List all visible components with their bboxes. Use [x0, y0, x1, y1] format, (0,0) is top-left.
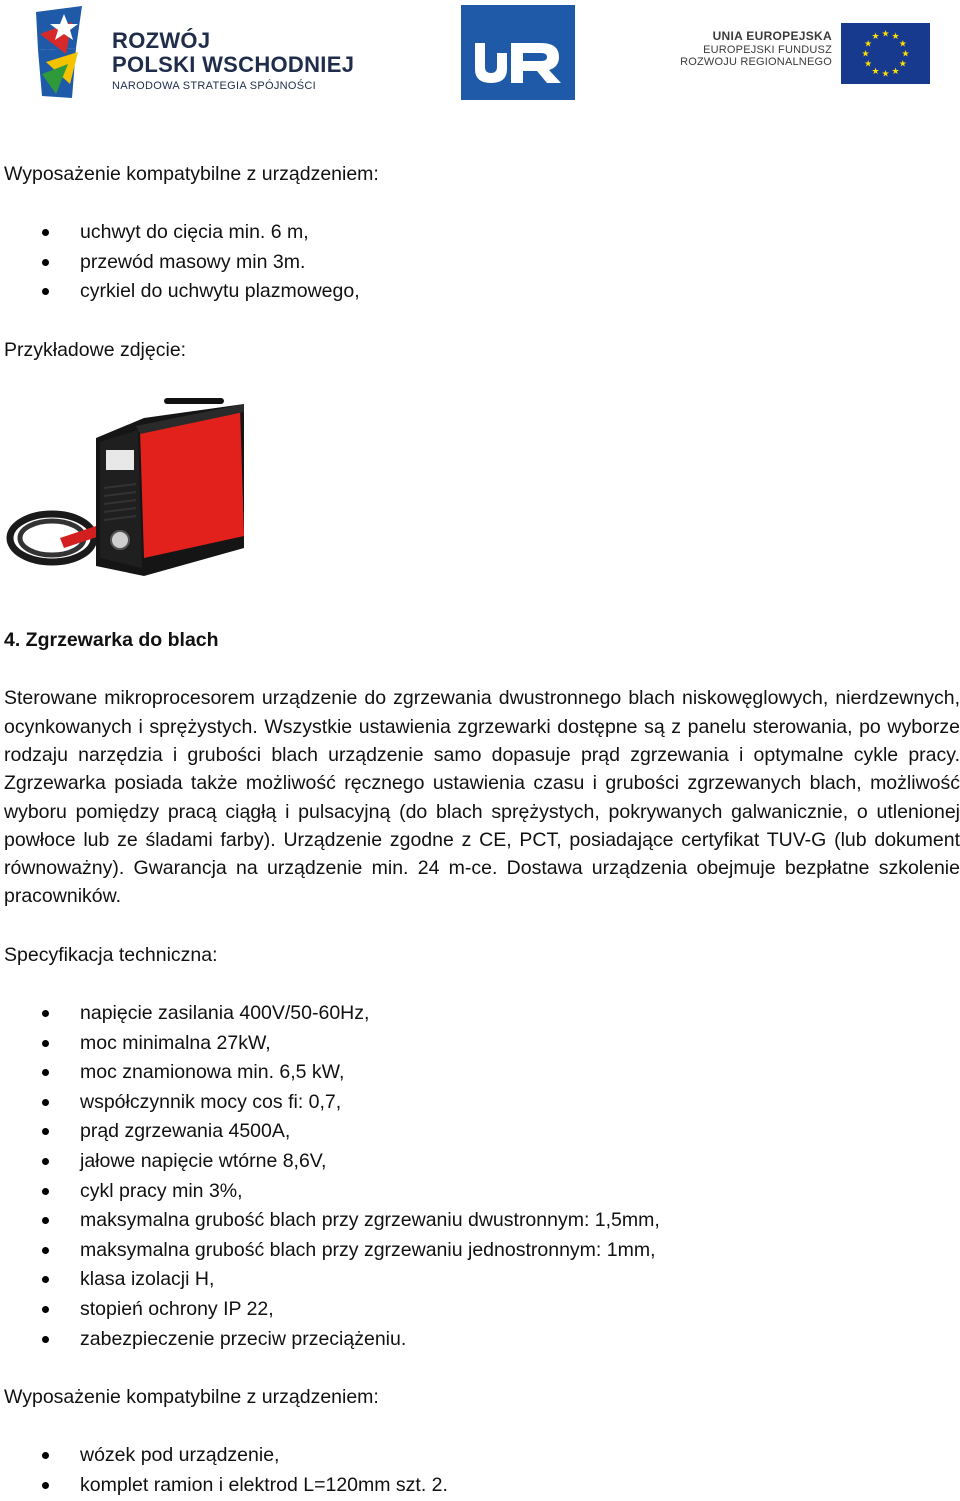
- eu-line2: EUROPEJSKI FUNDUSZ: [703, 43, 832, 56]
- ur-logo: [461, 5, 575, 100]
- section-title-zgrzewarka: 4. Zgrzewarka do blach: [4, 629, 219, 652]
- equipment-heading-2: Wyposażenie kompatybilne z urządzeniem:: [4, 1386, 379, 1409]
- rpw-line2: POLSKI WSCHODNIEJ: [112, 52, 355, 77]
- plasma-cutter-icon: [4, 398, 254, 584]
- photo-label: Przykładowe zdjęcie:: [4, 339, 187, 362]
- eu-star-icon: ★: [901, 48, 910, 59]
- document-body: [4, 160, 960, 1501]
- rpw-line3: NARODOWA STRATEGIA SPÓJNOŚCI: [112, 80, 316, 92]
- spec-list-item: maksymalna grubość blach przy zgrzewaniu dwustronnym: 1,5mm,: [4, 1206, 960, 1236]
- spec-list-item: klasa izolacji H,: [4, 1265, 960, 1295]
- eu-star-icon: ★: [864, 38, 873, 49]
- eu-star-icon: ★: [871, 65, 880, 76]
- equipment-list-item: uchwyt do cięcia min. 6 m,: [4, 218, 960, 248]
- equipment-list-2: [4, 1441, 960, 1500]
- eu-star-icon: ★: [871, 31, 880, 42]
- spec-list-item: moc minimalna 27kW,: [4, 1029, 960, 1059]
- equipment-list-item: komplet ramion i elektrod L=120mm szt. 2.: [4, 1471, 960, 1501]
- spec-list: [4, 999, 960, 1354]
- rpw-line1: ROZWÓJ: [112, 28, 211, 53]
- eu-star-icon: ★: [881, 68, 890, 79]
- spec-heading: Specyfikacja techniczna:: [4, 943, 218, 966]
- equipment-heading-1: Wyposażenie kompatybilne z urządzeniem:: [4, 163, 379, 185]
- eu-stars-icon: [841, 23, 930, 84]
- equipment-list-item: cyrkiel do uchwytu plazmowego,: [4, 277, 960, 307]
- eu-fund-text: [660, 30, 832, 69]
- eu-star-icon: ★: [898, 38, 907, 49]
- eu-star-icon: ★: [864, 58, 873, 69]
- eu-star-icon: ★: [898, 58, 907, 69]
- rpw-emblem-icon: [32, 4, 112, 104]
- ur-logo-icon: [461, 5, 575, 100]
- equipment-list-1: [4, 218, 960, 307]
- description-paragraph: Sterowane mikroprocesorem urządzenie do zgrzewania dwustronnego blach niskowęglowych, nierdzewnych, ocynkowanych i sprężystych. Wszystkie ustawienia zgrzewarki dostępne są z panelu sterowania, po wyborze rodzaju narzędzia i grubości blach urządzenie samo dopasuje prąd zgrzewania i optymalne cykle pracy. Zgrzewarka posiada także możliwość ręcznego ustawienia czasu i grubości zgrzewanych blach, możliwość wyboru pomiędzy pracą ciągłą i pulsacyjną (do blach sprężystych, pokrywanych galwanicznie, o utlenionej powłoce lub ze śladami farby). Urządzenie zgodne z CE, PCT, posiadające certyfikat TUV-G (lub dokument równoważny). Gwarancja na urządzenie min. 24 m-ce. Dostawa urządzenia obejmuje bezpłatne szkolenie pracowników.: [4, 687, 960, 908]
- equipment-list-item: przewód masowy min 3m.: [4, 248, 960, 278]
- spec-list-item: stopień ochrony IP 22,: [4, 1295, 960, 1325]
- eu-line1: UNIA EUROPEJSKA: [712, 29, 832, 43]
- eu-star-icon: ★: [861, 48, 870, 59]
- equipment-list-item: wózek pod urządzenie,: [4, 1441, 960, 1471]
- eu-star-icon: ★: [891, 31, 900, 42]
- eu-star-icon: ★: [881, 28, 890, 39]
- spec-list-item: cykl pracy min 3%,: [4, 1177, 960, 1207]
- eu-flag-icon: [841, 23, 930, 84]
- spec-list-item: współczynnik mocy cos fi: 0,7,: [4, 1088, 960, 1118]
- eu-star-icon: ★: [891, 65, 900, 76]
- spec-list-item: prąd zgrzewania 4500A,: [4, 1117, 960, 1147]
- spec-list-item: moc znamionowa min. 6,5 kW,: [4, 1058, 960, 1088]
- eu-line3: ROZWOJU REGIONALNEGO: [680, 56, 832, 69]
- rozwoj-polski-wschodniej-logo: [32, 4, 372, 104]
- plasma-cutter-image: [4, 398, 254, 608]
- spec-list-item: maksymalna grubość blach przy zgrzewaniu jednostronnym: 1mm,: [4, 1236, 960, 1266]
- spec-list-item: zabezpieczenie przeciw przeciążeniu.: [4, 1325, 960, 1355]
- header-logos: [0, 0, 960, 110]
- spec-list-item: jałowe napięcie wtórne 8,6V,: [4, 1147, 960, 1177]
- spec-list-item: napięcie zasilania 400V/50-60Hz,: [4, 999, 960, 1029]
